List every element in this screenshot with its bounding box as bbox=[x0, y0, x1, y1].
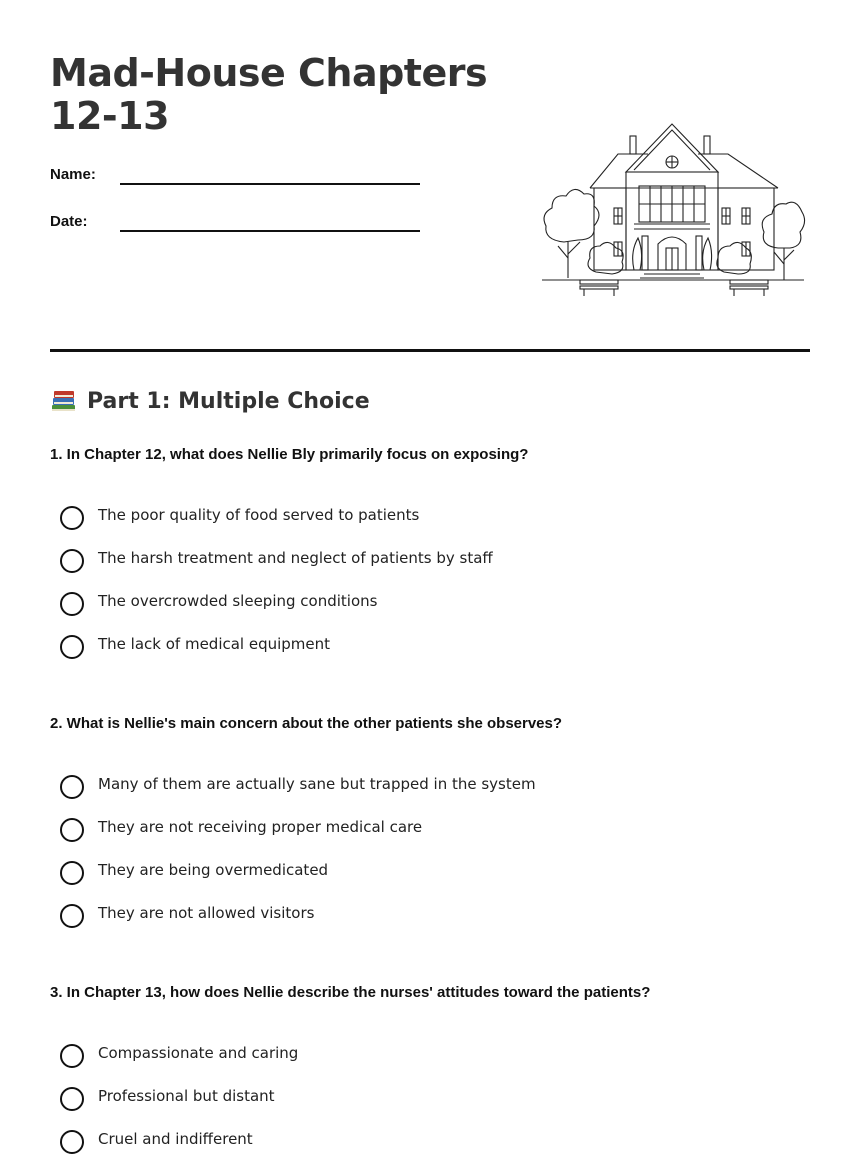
option-label: The overcrowded sleeping conditions bbox=[98, 592, 378, 610]
option-2d[interactable] bbox=[60, 902, 536, 945]
option-label: The harsh treatment and neglect of patients by staff bbox=[98, 549, 493, 567]
option-label: Professional but distant bbox=[98, 1087, 275, 1105]
date-label: Date: bbox=[50, 213, 88, 230]
question-text: 1. In Chapter 12, what does Nellie Bly primarily focus on exposing? bbox=[50, 446, 529, 463]
name-blank-line[interactable] bbox=[120, 183, 420, 185]
option-2b[interactable] bbox=[60, 816, 536, 859]
question-3 bbox=[50, 984, 810, 1148]
question-2 bbox=[50, 715, 810, 922]
asylum-building-illustration bbox=[538, 118, 806, 302]
option-label: Many of them are actually sane but trapped in the system bbox=[98, 775, 536, 793]
option-3b[interactable] bbox=[60, 1085, 298, 1128]
options-list bbox=[60, 504, 493, 676]
option-label: They are not allowed visitors bbox=[98, 904, 315, 922]
radio-button[interactable] bbox=[60, 592, 84, 616]
radio-button[interactable] bbox=[60, 1130, 84, 1154]
option-3c[interactable] bbox=[60, 1128, 298, 1171]
radio-button[interactable] bbox=[60, 818, 84, 842]
question-1 bbox=[50, 446, 810, 653]
worksheet-title: Mad-House Chapters 12-13 bbox=[50, 51, 488, 138]
radio-button[interactable] bbox=[60, 549, 84, 573]
name-field bbox=[50, 166, 430, 196]
radio-button[interactable] bbox=[60, 635, 84, 659]
option-3a[interactable] bbox=[60, 1042, 298, 1085]
radio-button[interactable] bbox=[60, 506, 84, 530]
option-1b[interactable] bbox=[60, 547, 493, 590]
option-label: The lack of medical equipment bbox=[98, 635, 331, 653]
header-divider bbox=[50, 349, 810, 352]
options-list bbox=[60, 1042, 298, 1171]
date-field bbox=[50, 213, 430, 243]
radio-button[interactable] bbox=[60, 1087, 84, 1111]
option-2c[interactable] bbox=[60, 859, 536, 902]
radio-button[interactable] bbox=[60, 861, 84, 885]
name-label: Name: bbox=[50, 166, 96, 183]
option-1d[interactable] bbox=[60, 633, 493, 676]
option-label: They are not receiving proper medical care bbox=[98, 818, 423, 836]
radio-button[interactable] bbox=[60, 1044, 84, 1068]
section-title: Part 1: Multiple Choice bbox=[87, 388, 370, 414]
question-text: 2. What is Nellie's main concern about the other patients she observes? bbox=[50, 715, 563, 732]
question-text: 3. In Chapter 13, how does Nellie describe the nurses' attitudes toward the patients? bbox=[50, 984, 651, 1001]
option-label: They are being overmedicated bbox=[98, 861, 329, 879]
option-label: Compassionate and caring bbox=[98, 1044, 299, 1062]
option-label: The poor quality of food served to patients bbox=[98, 506, 420, 524]
books-icon bbox=[50, 388, 77, 414]
option-2a[interactable] bbox=[60, 773, 536, 816]
option-label: Cruel and indifferent bbox=[98, 1130, 253, 1148]
option-1c[interactable] bbox=[60, 590, 493, 633]
date-blank-line[interactable] bbox=[120, 230, 420, 232]
options-list bbox=[60, 773, 536, 945]
radio-button[interactable] bbox=[60, 775, 84, 799]
option-1a[interactable] bbox=[60, 504, 493, 547]
section-heading bbox=[50, 388, 370, 414]
radio-button[interactable] bbox=[60, 904, 84, 928]
